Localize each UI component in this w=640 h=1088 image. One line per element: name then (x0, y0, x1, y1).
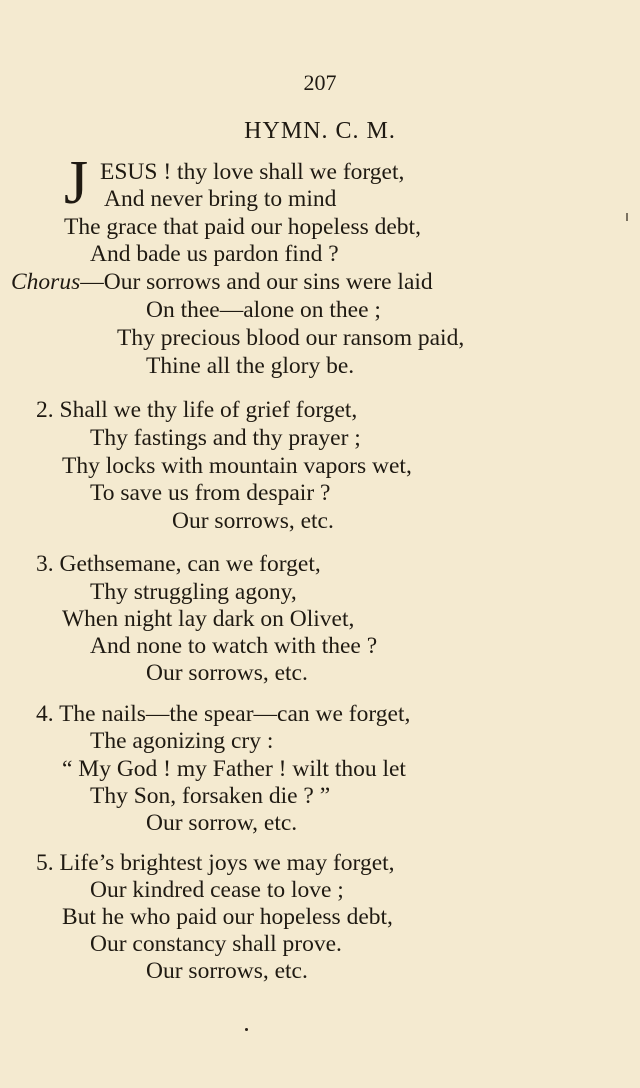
page-number: 207 (303, 70, 337, 95)
verse5-line1 (36, 852, 395, 876)
ink-speck (245, 1028, 248, 1031)
verse2-refrain: Our sorrows, etc. (172, 508, 334, 534)
chorus-label: Chorus (11, 269, 81, 295)
verse1-line3: The grace that paid our hopeless debt, (64, 214, 421, 240)
verse3-refrain: Our sorrows, etc. (146, 660, 308, 686)
verse2-line4: To save us from despair ? (90, 480, 331, 506)
verse3-line4: And none to watch with thee ? (90, 633, 378, 659)
verse2-line2: Thy fastings and thy prayer ; (90, 425, 361, 451)
verse5-line2: Our kindred cease to love ; (90, 877, 344, 903)
verse4-line1 (36, 703, 410, 727)
verse3-line2: Thy struggling agony, (90, 579, 297, 605)
chorus-line1 (11, 271, 433, 295)
drop-cap: J (64, 149, 89, 217)
verse5-line1-text: Life’s brightest joys we may forget, (59, 850, 395, 876)
verse2-line1 (36, 399, 357, 423)
verse5-number: 5. (36, 850, 54, 876)
chorus-line2: On thee—alone on thee ; (146, 297, 381, 323)
chorus-line3: Thy precious blood our ransom paid, (117, 325, 465, 351)
verse1-line2: And never bring to mind (104, 186, 337, 212)
verse3-line1 (36, 553, 321, 577)
verse4-line4: Thy Son, forsaken die ? ” (90, 783, 331, 809)
verse5-line4: Our constancy shall prove. (90, 931, 342, 957)
verse5-line3: But he who paid our hopeless debt, (62, 904, 393, 930)
chorus-line4: Thine all the glory be. (146, 353, 355, 379)
verse3-line3: When night lay dark on Olivet, (62, 606, 355, 632)
verse1-line1: ESUS ! thy love shall we forget, (100, 159, 405, 185)
hymn-title: HYMN. C. M. (244, 118, 396, 144)
verse4-line1-text: The nails—the spear—can we forget, (59, 701, 411, 727)
verse4-line2: The agonizing cry : (90, 728, 274, 754)
verse4-line3: “ My God ! my Father ! wilt thou let (62, 756, 406, 782)
chorus-line1-text: —Our sorrows and our sins were laid (80, 269, 433, 295)
verse5-refrain: Our sorrows, etc. (146, 958, 308, 984)
verse3-number: 3. (36, 551, 54, 577)
verse4-number: 4. (36, 701, 54, 727)
verse3-line1-text: Gethsemane, can we forget, (59, 551, 321, 577)
ink-speck (626, 213, 628, 221)
verse1-line4: And bade us pardon find ? (90, 241, 339, 267)
verse2-line3: Thy locks with mountain vapors wet, (62, 453, 412, 479)
verse2-line1-text: Shall we thy life of grief forget, (59, 397, 358, 423)
verse2-number: 2. (36, 397, 54, 423)
verse4-refrain: Our sorrow, etc. (146, 810, 298, 836)
